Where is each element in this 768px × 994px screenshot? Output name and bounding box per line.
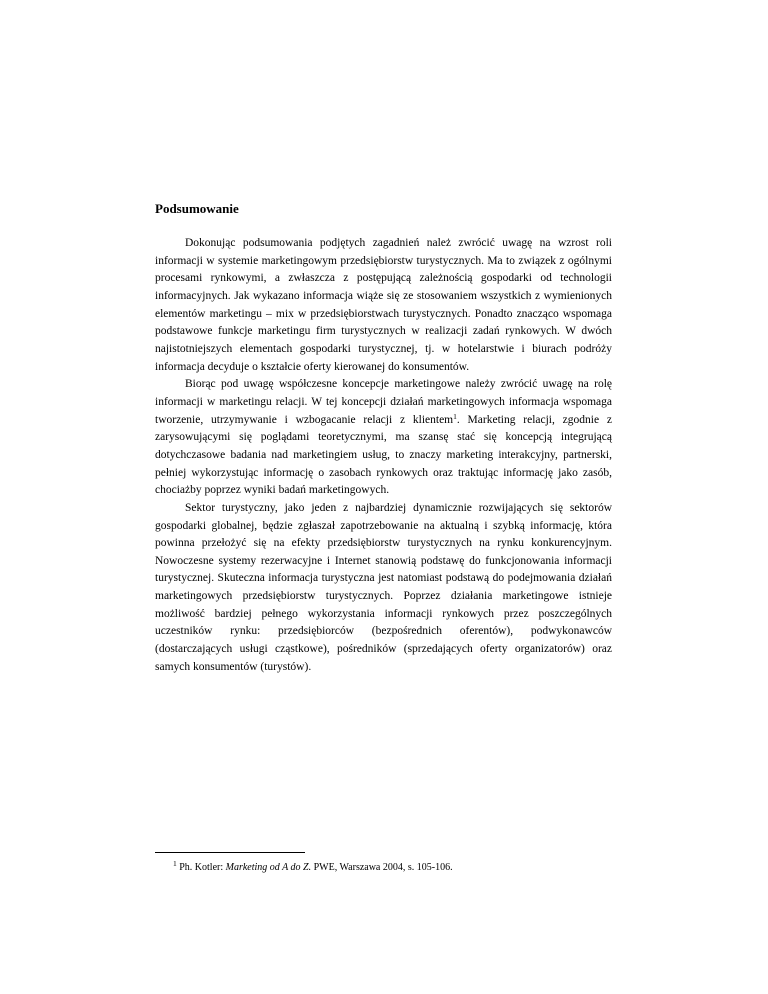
paragraph-1: Dokonując podsumowania podjętych zagadnień należ zwrócić uwagę na wzrost roli informacji w systemie marketingowym przedsiębiorstw turystycznych. Ma to związek z ogólnymi procesami rynkowymi, a zwłaszcza z postępującą zależnością gospodarki od technologii informacyjnych. Jak wykazano informacja wiąże się ze stosowaniem wszystkich z wymienionych elementów marketingu – mix w przedsiębiorstwach turystycznych. Ponadto znacząco wspomaga podstawowe funkcje marketingu firm turystycznych w realizacji zadań rynkowych. W dwóch najistotniejszych elementach gospodarki turystycznej, tj. w hotelarstwie i biurach podróży informacja decyduje o kształcie oferty kierowanej do konsumentów. bbox=[155, 237, 612, 373]
footnote-book-title: Marketing od A do Z. bbox=[225, 862, 312, 873]
paragraph-2-text-before: Biorąc pod uwagę współczesne koncepcje marketingowe należy zwrócić uwagę na rolę informacji w marketingu relacji. W tej koncepcji działań marketingowych informacja wspomaga tworzenie, utrzymywanie i wzbogacanie relacji z klientem bbox=[155, 378, 612, 426]
footnote-separator bbox=[155, 852, 305, 853]
body-text bbox=[155, 235, 612, 676]
paragraph-3: Sektor turystyczny, jako jeden z najbardziej dynamicznie rozwijających się sektorów gospodarki globalnej, będzie zgłaszał zapotrzebowanie na aktualną i szybką informację, która powinna przełożyć się na efekty przedsiębiorstw turystycznych na rynku konkurencyjnym. Nowoczesne systemy rezerwacyjne i Internet stanowią podstawę do funkcjonowania informacji turystycznej. Skuteczna informacja turystyczna jest natomiast podstawą do podejmowania działań marketingowych przedsiębiorstw turystycznych. Poprzez działania marketingowe istnieje możliwość bardziej pełnego wykorzystania informacji rynkowych przez poszczególnych uczestników rynku: przedsiębiorców (bezpośrednich oferentów), podwykonawców (dostarczających usługi cząstkowe), pośredników (sprzedających oferty organizatorów) oraz samych konsumentów (turystów). bbox=[155, 501, 612, 673]
footnote-reference: 1 bbox=[453, 411, 457, 421]
footnote-publication: PWE, Warszawa 2004, s. 105-106. bbox=[311, 862, 453, 873]
footnote-number: 1 bbox=[173, 859, 177, 868]
section-heading: Podsumowanie bbox=[155, 201, 239, 216]
footnote bbox=[173, 861, 453, 874]
paragraph-2-text-after: . Marketing relacji, zgodnie z zarysowującymi się poglądami teoretycznymi, ma szansę stać się koncepcją integrującą dotychczasowe badania nad marketingiem usług, to znaczy marketing interakcyjny, partnerski, pełniej wykorzystując informację o zasobach rynkowych oraz traktując informację jako zasób, chociażby poprzez wyniki badań marketingowych. bbox=[155, 413, 612, 497]
footnote-author: Ph. Kotler: bbox=[179, 862, 226, 873]
paragraph-2 bbox=[155, 376, 612, 500]
